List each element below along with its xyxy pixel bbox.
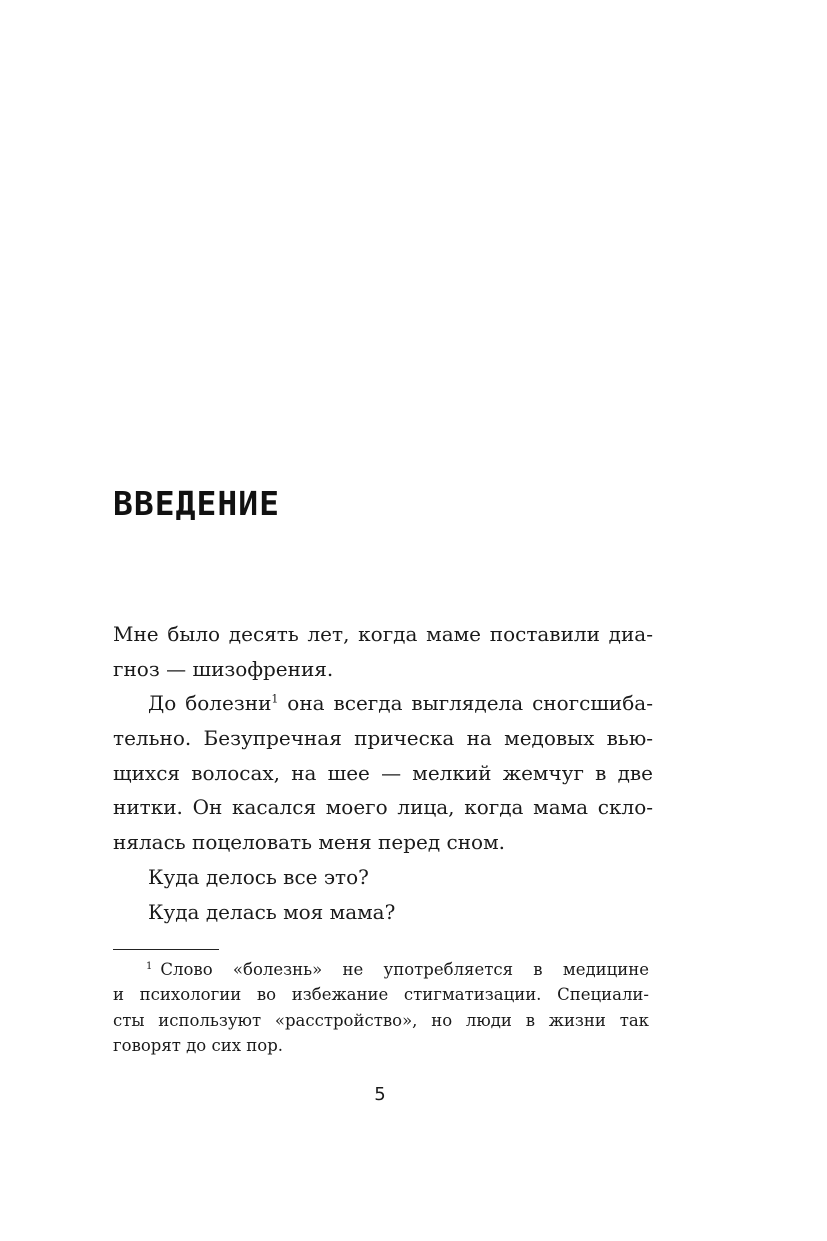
text-fragment: она всегда выглядела сногсшиба- xyxy=(278,691,653,716)
text-line: Куда делось все это? xyxy=(148,864,369,889)
footnote-line: говорят до сих пор. xyxy=(113,1035,284,1055)
footnote-line: сты используют «расстройство», но люди в жизни так xyxy=(113,1010,649,1030)
text-line: Мне было десять лет, когда маме поставили диа- xyxy=(113,622,653,646)
footnote-line xyxy=(113,957,649,982)
footnote xyxy=(113,957,649,1058)
text-line xyxy=(113,686,653,721)
text-line: нялась поцеловать меня перед сном. xyxy=(113,830,505,855)
chapter-body xyxy=(113,617,653,929)
text-line: тельно. Безупречная прическа на медовых вью- xyxy=(113,726,653,751)
chapter-title: ВВЕДЕНИЕ xyxy=(113,484,280,523)
text-line: нитки. Он касался моего лица, когда мама скло- xyxy=(113,795,653,820)
text-line: гноз — шизофрения. xyxy=(113,656,334,681)
footnote-line: и психологии во избежание стигматизации. Специали- xyxy=(113,985,649,1005)
footnote-reference[interactable]: 1 xyxy=(271,692,279,706)
footnote-mark: 1 xyxy=(146,960,153,972)
text-fragment: До болезни xyxy=(148,691,272,716)
footnote-divider xyxy=(113,949,219,950)
text-fragment: Слово «болезнь» не употребляется в медицине xyxy=(160,960,649,979)
page-number: 5 xyxy=(374,1084,386,1105)
text-line: Куда делась моя мама? xyxy=(148,899,396,924)
text-line: щихся волосах, на шее — мелкий жемчуг в две xyxy=(113,760,653,785)
